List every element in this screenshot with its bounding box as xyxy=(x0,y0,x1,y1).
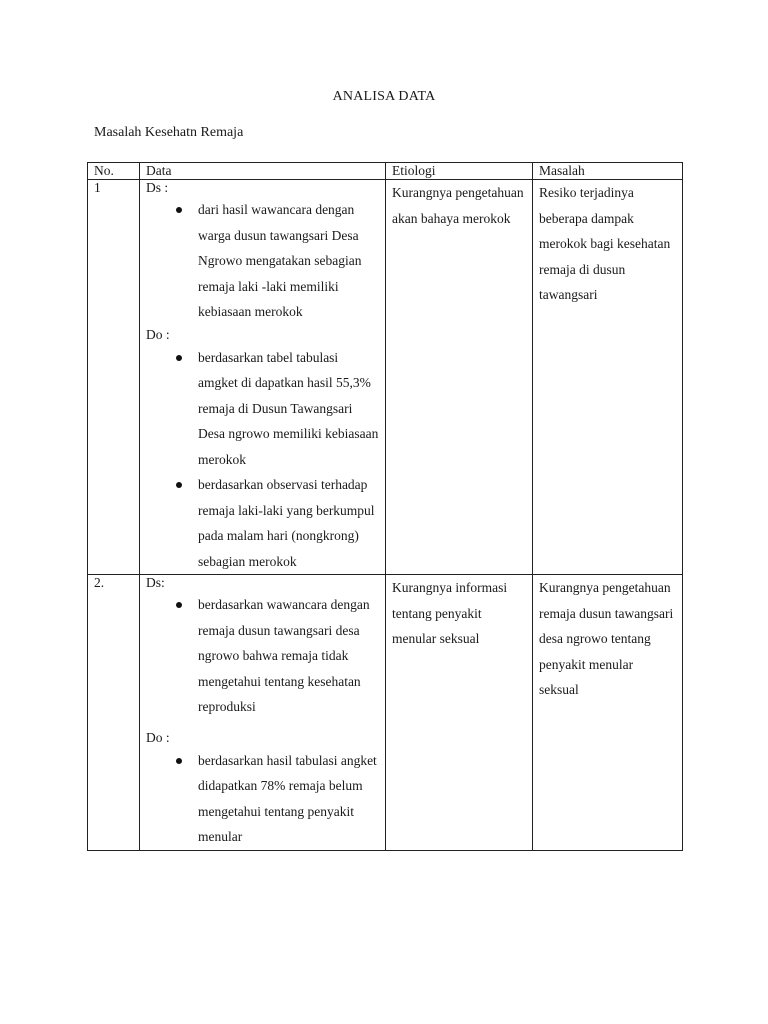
header-no: No. xyxy=(88,163,140,180)
analysis-table xyxy=(87,162,683,851)
ds-list xyxy=(146,197,379,325)
do-list xyxy=(146,345,379,575)
table-row xyxy=(88,180,683,575)
etiologi-text: Kurangnya pengetahuan akan bahaya merokok xyxy=(392,185,524,226)
etiologi-text: Kurangnya informasi tentang penyakit menular seksual xyxy=(392,580,508,646)
masalah-cell xyxy=(533,180,683,575)
row-number: 2. xyxy=(88,575,140,851)
etiologi-cell xyxy=(386,575,533,851)
etiologi-cell xyxy=(386,180,533,575)
list-item: berdasarkan wawancara dengan remaja dusun tawangsari desa ngrowo bahwa remaja tidak mengetahui tentang kesehatan reproduksi xyxy=(198,592,379,720)
list-item: berdasarkan observasi terhadap remaja laki-laki yang berkumpul pada malam hari (nongkrong) sebagian merokok xyxy=(198,472,379,574)
list-item: berdasarkan hasil tabulasi angket didapatkan 78% remaja belum mengetahui tentang penyakit menular xyxy=(198,748,379,850)
header-etiologi: Etiologi xyxy=(386,163,533,180)
row-number: 1 xyxy=(88,180,140,575)
masalah-text: Resiko terjadinya beberapa dampak merokok bagi kesehatan remaja di dusun tawangsari xyxy=(539,185,671,302)
data-cell xyxy=(140,180,386,575)
ds-label: Ds : xyxy=(146,180,169,195)
do-label: Do : xyxy=(146,326,170,342)
data-cell xyxy=(140,575,386,851)
masalah-cell xyxy=(533,575,683,851)
list-item: berdasarkan tabel tabulasi amgket di dapatkan hasil 55,3% remaja di Dusun Tawangsari Desa ngrowo memiliki kebiasaan merokok xyxy=(198,345,379,473)
document-title: ANALISA DATA xyxy=(332,89,436,104)
do-list xyxy=(146,748,379,850)
header-data: Data xyxy=(140,163,386,180)
ds-list xyxy=(146,592,379,720)
header-masalah: Masalah xyxy=(533,163,683,180)
table-row xyxy=(88,575,683,851)
list-item: dari hasil wawancara dengan warga dusun tawangsari Desa Ngrowo mengatakan sebagian remaja laki -laki memiliki kebiasaan merokok xyxy=(198,197,379,325)
ds-label: Ds: xyxy=(146,575,165,590)
masalah-text: Kurangnya pengetahuan remaja dusun tawangsari desa ngrowo tentang penyakit menular seksual xyxy=(539,580,674,697)
do-label: Do : xyxy=(146,729,170,745)
document-subtitle: Masalah Kesehatn Remaja xyxy=(94,125,244,140)
table-header-row xyxy=(88,163,683,180)
